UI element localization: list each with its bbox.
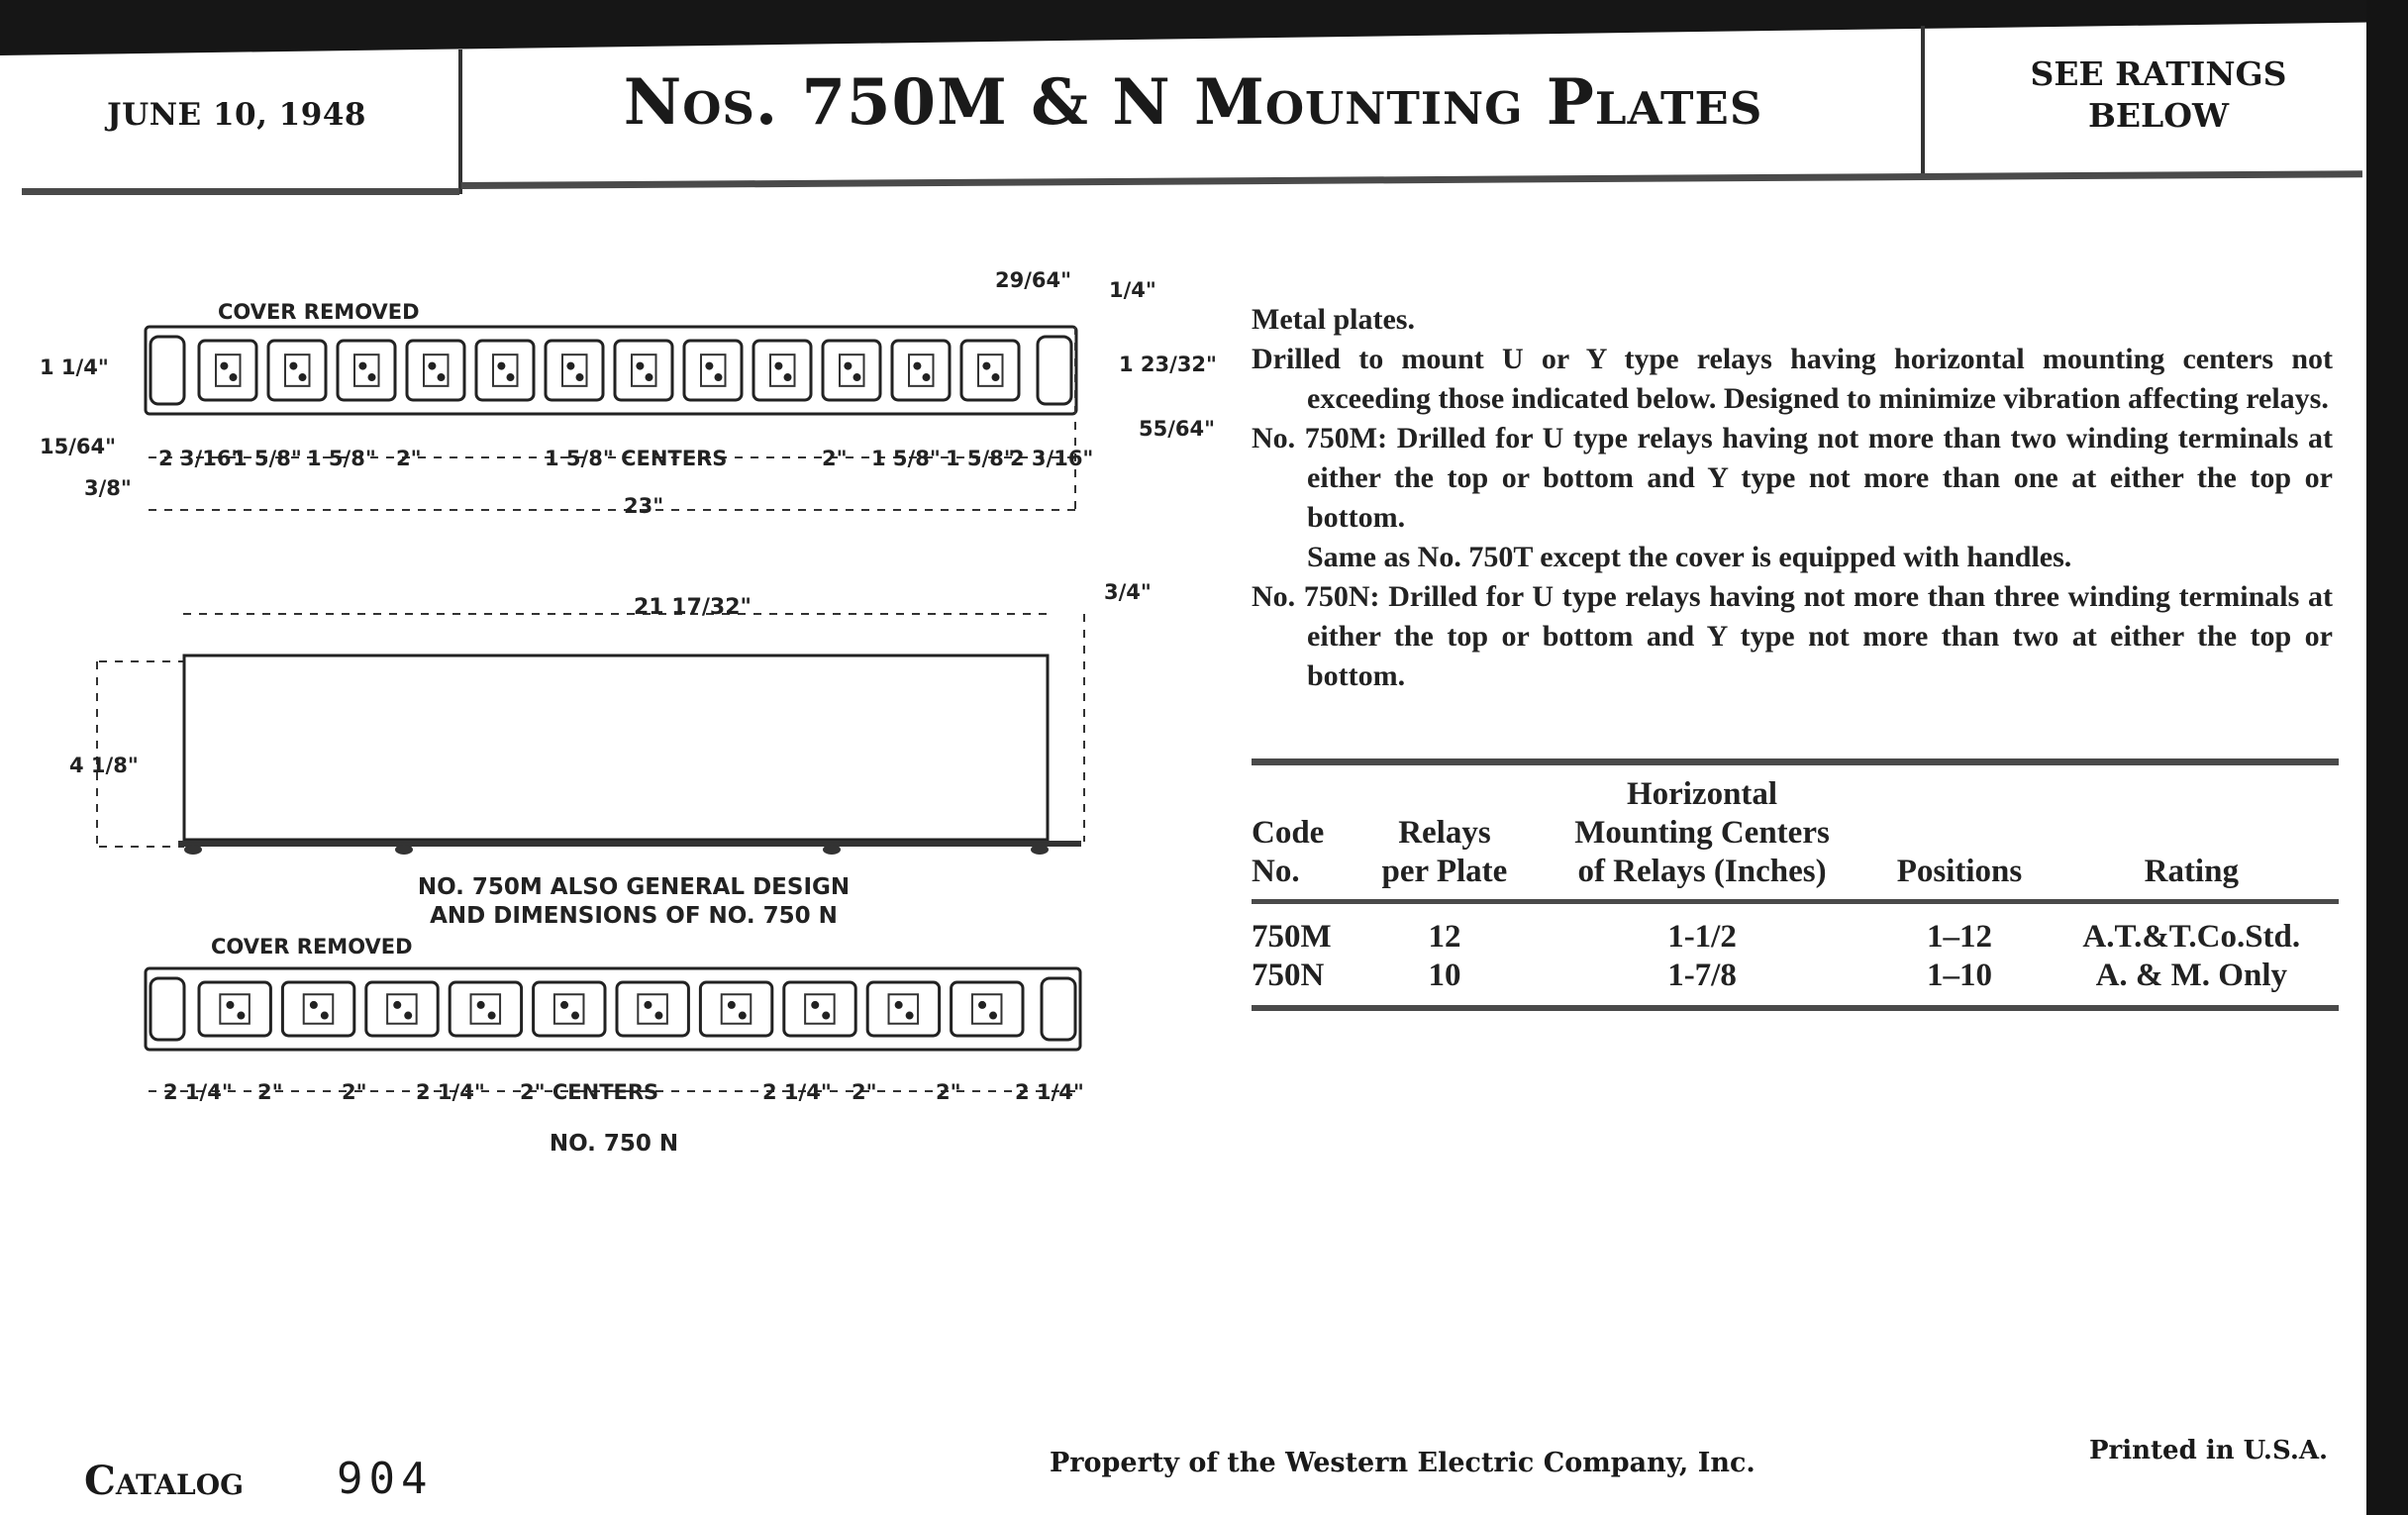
dimension-label: 1 5/8" [307,447,376,470]
terminal-hole [774,362,782,370]
terminal-hole [368,373,376,381]
dimension-label: 2 1/4" [416,1080,485,1104]
cell-rating: A. & M. Only [2095,958,2287,993]
relay-terminal-block [722,994,752,1024]
dimension-label: 2" [852,1080,877,1104]
cover-side-view [184,656,1048,840]
printed-notice: Printed in U.S.A. [2089,1436,2329,1465]
relay-position [268,341,326,400]
terminal-hole [844,362,852,370]
cell-centers: 1-1/2 [1667,919,1737,955]
relay-position [534,982,605,1036]
terminal-hole [989,1012,997,1020]
relay-position [753,341,811,400]
description-paragraph: Same as No. 750T except the cover is equipped with handles. [1307,541,2072,573]
description-paragraph: No. 750N: Drilled for U type relays having not more than three winding terminals at either the top or bottom and Y type not more than two at either the top or bottom. [1252,580,2333,692]
relay-position [338,341,395,400]
dimension-label: 1 1/4" [40,355,109,379]
ratings-note-line: SEE RATINGS [2030,54,2287,93]
mounting-ear [150,978,184,1040]
terminal-hole [811,1001,819,1009]
terminal-hole [978,1001,986,1009]
plate-750n-dimensions [163,1080,1084,1104]
relay-position [700,982,771,1036]
relay-terminal-block [638,994,667,1024]
mounting-ear [1042,978,1075,1040]
terminal-hole [237,1012,245,1020]
cover-depth-label: 3/4" [1104,580,1152,604]
dimension-label: 1/4" [1109,278,1156,302]
dimension-label: 2" [936,1080,961,1104]
dimension-label: 2 1/4" [762,1080,832,1104]
terminal-hole [784,373,792,381]
terminal-hole [230,373,238,381]
relay-terminal-block [909,354,934,386]
relay-position [617,982,688,1036]
terminal-hole [566,362,574,370]
table-row [1252,902,2339,958]
cell-positions: 1–12 [1926,919,1992,955]
col-centers: Horizontal Mounting Centers of Relays (Inches) [1574,776,1830,889]
terminal-hole [906,1012,914,1020]
relay-terminal-block [387,994,417,1024]
terminal-hole [393,1001,401,1009]
dimension-label: 2 1/4" [1015,1080,1084,1104]
mounting-ear [150,337,184,404]
terminal-hole [646,373,653,381]
dimension-label: 2" [342,1080,367,1104]
terminal-hole [895,1001,903,1009]
terminal-hole [358,362,366,370]
terminal-hole [428,362,436,370]
terminal-hole [299,373,307,381]
dimension-label: 55/64" [1139,417,1216,441]
relay-terminal-block [554,994,584,1024]
drawing-caption: NO. 750M ALSO GENERAL DESIGN [417,874,851,900]
relay-position [199,982,270,1036]
col-rating: Rating [2144,854,2239,889]
drawing-caption: NO. 750 N [549,1131,679,1157]
dimension-label: 2 3/16" [1010,447,1094,470]
relay-terminal-block [972,994,1002,1024]
cell-relays: 10 [1428,958,1461,993]
col-code: Code No. [1252,815,1325,889]
terminal-hole [913,362,921,370]
terminal-hole [982,362,990,370]
relay-terminal-block [216,354,241,386]
terminal-hole [560,1001,568,1009]
catalog-number: 904 [337,1454,434,1504]
cell-positions: 1–10 [1926,958,1992,993]
relay-terminal-block [220,994,250,1024]
dimension-label: 2" CENTERS [520,1080,659,1104]
dimension-label: 15/64" [40,435,117,458]
col-positions: Positions [1896,854,2023,889]
relay-position [684,341,742,400]
relay-terminal-block [632,354,656,386]
terminal-hole [576,373,584,381]
relay-terminal-block [840,354,864,386]
relay-position [892,341,950,400]
plate-750m-drawing [146,327,1076,414]
dimension-label: 1 5/8" [871,447,941,470]
cell-code: 750N [1252,958,1325,993]
cover-length-label: 21 17/32" [634,595,752,620]
cell-rating: A.T.&T.Co.Std. [2082,919,2301,955]
terminal-hole [728,1001,736,1009]
relay-position [450,982,521,1036]
relay-position [867,982,939,1036]
relay-position [952,982,1023,1036]
relay-terminal-block [889,994,919,1024]
cover-removed-label: COVER REMOVED [218,300,420,324]
relay-position [823,341,880,400]
cell-centers: 1-7/8 [1667,958,1737,993]
mounting-ear [1038,337,1071,404]
terminal-hole [226,1001,234,1009]
header-date: JUNE 10, 1948 [107,97,366,133]
property-notice: Property of the Western Electric Company, Inc. [1050,1448,1756,1478]
catalog-label: Catalog [84,1458,245,1504]
dimension-label: 1 5/8" [233,447,302,470]
relay-position [784,982,855,1036]
terminal-hole [438,373,446,381]
plate-750m-dimensions [40,268,1217,518]
relay-terminal-block [770,354,795,386]
dimension-label: 2 1/4" [163,1080,233,1104]
relay-position [366,982,438,1036]
relay-position [199,341,256,400]
page-title: Nos. 750M & N Mounting Plates [623,65,1763,140]
relay-terminal-block [701,354,726,386]
cover-height-label: 4 1/8" [69,754,139,777]
dimension-label: 2" [257,1080,283,1104]
ratings-note-line: BELOW [2087,96,2230,135]
relay-terminal-block [304,994,334,1024]
relay-terminal-block [978,354,1003,386]
ratings-table [1252,758,2339,1011]
relay-terminal-block [424,354,449,386]
drawing-caption: AND DIMENSIONS OF NO. 750 N [430,903,838,929]
dimension-lines [97,327,1084,1091]
terminal-hole [220,362,228,370]
relay-terminal-block [562,354,587,386]
terminal-hole [923,373,931,381]
relay-position [476,341,534,400]
description-paragraph: Metal plates. [1252,303,1415,336]
terminal-hole [310,1001,318,1009]
terminal-hole [715,373,723,381]
dimension-label: 1 5/8" CENTERS [545,447,728,470]
terminal-hole [497,362,505,370]
terminal-hole [507,373,515,381]
relay-terminal-block [285,354,310,386]
terminal-hole [853,373,861,381]
table-row [1252,957,2339,1008]
description-paragraph: Drilled to mount U or Y type relays having horizontal mounting centers not exceeding those indicated below. Designed to minimize vibration affecting relays. [1252,343,2333,415]
dimension-label: 2" [396,447,422,470]
relay-terminal-block [493,354,518,386]
dimension-label: 1 23/32" [1119,353,1217,376]
relay-position [961,341,1019,400]
terminal-hole [705,362,713,370]
cover-removed-label: COVER REMOVED [211,935,413,959]
dimension-label: 3/8" [84,476,132,500]
dimension-label: 2 3/16" [158,447,243,470]
description [1252,300,2333,696]
relay-position [615,341,672,400]
terminal-hole [654,1012,662,1020]
relay-position [407,341,464,400]
description-paragraph: No. 750M: Drilled for U type relays having not more than two winding terminals at either the top or bottom and Y type not more than one at either the top or bottom. [1252,422,2333,534]
col-relays: Relays per Plate [1381,815,1508,889]
relay-terminal-block [805,994,835,1024]
terminal-hole [571,1012,579,1020]
dimension-label: 29/64" [995,268,1072,292]
terminal-hole [321,1012,329,1020]
terminal-hole [477,1001,485,1009]
terminal-hole [636,362,644,370]
relay-terminal-block [471,994,501,1024]
relay-position [282,982,353,1036]
overall-length-label: 23" [624,494,664,518]
terminal-hole [739,1012,747,1020]
relay-terminal-block [354,354,379,386]
terminal-hole [404,1012,412,1020]
cell-code: 750M [1252,919,1332,955]
terminal-hole [644,1001,652,1009]
plate-750n-drawing [146,968,1080,1050]
cell-relays: 12 [1428,919,1461,955]
terminal-hole [289,362,297,370]
dimension-label: 1 5/8" [946,447,1015,470]
relay-position [546,341,603,400]
terminal-hole [822,1012,830,1020]
dimension-label: 2" [822,447,848,470]
table-header-row [1252,762,2339,902]
terminal-hole [992,373,1000,381]
terminal-hole [488,1012,496,1020]
